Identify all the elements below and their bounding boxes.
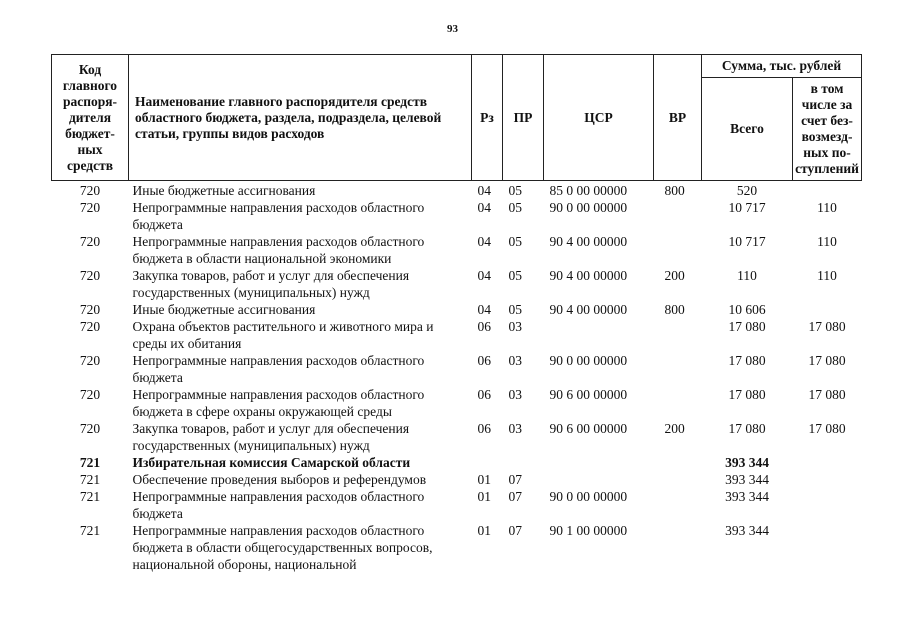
cell-rz: 01: [477, 489, 491, 504]
cell-name: Непрограммные направления расходов областного бюджета в области общегосударственных вопросов, национальной обороны, национальной: [132, 523, 433, 572]
cell-gratis: [793, 471, 862, 488]
cell-name: Избирательная комиссия Самарской области: [132, 455, 411, 470]
cell-pr: 03: [508, 387, 522, 402]
cell-pr: 07: [508, 489, 522, 504]
cell-code: 720: [79, 200, 101, 215]
cell-vr: [654, 386, 702, 420]
table-body: [52, 181, 862, 574]
cell-code: 720: [79, 353, 101, 368]
header-total: Всего: [702, 78, 793, 181]
cell-csr: 90 6 00 00000: [549, 387, 628, 402]
cell-gratis: [793, 181, 862, 200]
cell-code: 720: [79, 387, 101, 402]
cell-total: 10 717: [728, 200, 766, 215]
table-header: [52, 55, 862, 181]
cell-total: 393 344: [725, 472, 769, 487]
cell-csr: [544, 318, 654, 352]
cell-pr: 05: [508, 183, 522, 198]
cell-gratis: 110: [817, 234, 837, 249]
cell-rz: 06: [477, 353, 491, 368]
cell-gratis: 110: [817, 268, 837, 283]
cell-total: 393 344: [725, 523, 769, 538]
cell-code: 721: [79, 455, 101, 470]
cell-name: Непрограммные направления расходов областного бюджета: [132, 489, 425, 521]
header-sum: Сумма, тыс. рублей: [702, 55, 862, 78]
cell-gratis: [793, 301, 862, 318]
cell-pr: 03: [508, 421, 522, 436]
cell-rz: 06: [477, 319, 491, 334]
cell-vr: 200: [664, 268, 685, 283]
cell-total: 17 080: [728, 387, 766, 402]
cell-gratis: [793, 454, 862, 471]
cell-rz: 04: [477, 302, 491, 317]
cell-vr: [654, 199, 702, 233]
cell-vr: 800: [664, 183, 685, 198]
cell-total: 393 344: [725, 489, 769, 504]
cell-gratis: 17 080: [808, 319, 846, 334]
cell-name: Непрограммные направления расходов областного бюджета: [132, 200, 425, 232]
cell-csr: 85 0 00 00000: [549, 183, 628, 198]
cell-gratis: 17 080: [808, 387, 846, 402]
cell-total: 17 080: [728, 353, 766, 368]
table-row: [52, 386, 862, 420]
cell-name: Обеспечение проведения выборов и референдумов: [132, 472, 427, 487]
cell-csr: 90 4 00 00000: [549, 268, 628, 283]
cell-gratis: 17 080: [808, 353, 846, 368]
cell-pr: 05: [508, 234, 522, 249]
budget-table: [51, 54, 862, 573]
cell-csr: 90 0 00 00000: [549, 353, 628, 368]
header-gratis: в том числе за счет без-возмезд-ных по-ступлений: [793, 78, 862, 181]
cell-csr: [544, 454, 654, 471]
cell-rz: 04: [477, 234, 491, 249]
cell-rz: 04: [477, 268, 491, 283]
header-vr: ВР: [654, 55, 702, 181]
cell-csr: 90 1 00 00000: [549, 523, 628, 538]
cell-code: 720: [79, 183, 101, 198]
table-row: [52, 522, 862, 573]
cell-vr: [654, 522, 702, 573]
table-row: [52, 318, 862, 352]
cell-name: Иные бюджетные ассигнования: [132, 302, 316, 317]
table-row: [52, 488, 862, 522]
cell-pr: [503, 454, 544, 471]
cell-vr: [654, 352, 702, 386]
cell-total: 10 717: [728, 234, 766, 249]
cell-csr: 90 0 00 00000: [549, 200, 628, 215]
cell-csr: 90 6 00 00000: [549, 421, 628, 436]
cell-pr: 05: [508, 200, 522, 215]
cell-csr: 90 4 00 00000: [549, 234, 628, 249]
cell-rz: 01: [477, 472, 491, 487]
cell-rz: [472, 454, 503, 471]
header-pr: ПР: [503, 55, 544, 181]
cell-rz: 04: [477, 200, 491, 215]
table-row: [52, 420, 862, 454]
cell-total: 17 080: [728, 421, 766, 436]
cell-gratis: 17 080: [808, 421, 846, 436]
cell-total: 17 080: [728, 319, 766, 334]
cell-rz: 04: [477, 183, 491, 198]
cell-pr: 03: [508, 319, 522, 334]
header-csr: ЦСР: [544, 55, 654, 181]
table-row: [52, 233, 862, 267]
table-row: [52, 352, 862, 386]
cell-pr: 03: [508, 353, 522, 368]
cell-code: 720: [79, 319, 101, 334]
header-rz: Рз: [472, 55, 503, 181]
cell-name: Иные бюджетные ассигнования: [132, 183, 316, 198]
cell-code: 720: [79, 234, 101, 249]
cell-code: 720: [79, 421, 101, 436]
cell-name: Закупка товаров, работ и услуг для обеспечения государственных (муниципальных) нужд: [132, 421, 410, 453]
header-name: Наименование главного распорядителя средств областного бюджета, раздела, подраздела, целевой статьи, группы видов расходов: [129, 55, 472, 181]
cell-vr: 200: [664, 421, 685, 436]
cell-name: Непрограммные направления расходов областного бюджета: [132, 353, 425, 385]
cell-rz: 01: [477, 523, 491, 538]
cell-vr: [654, 471, 702, 488]
cell-total: 520: [736, 183, 758, 198]
cell-vr: [654, 454, 702, 471]
cell-code: 721: [79, 472, 101, 487]
cell-total: 110: [737, 268, 757, 283]
cell-rz: 06: [477, 421, 491, 436]
table-row: [52, 199, 862, 233]
cell-csr: 90 4 00 00000: [549, 302, 628, 317]
cell-code: 720: [79, 268, 101, 283]
cell-name: Охрана объектов растительного и животного мира и среды их обитания: [132, 319, 434, 351]
cell-rz: 06: [477, 387, 491, 402]
cell-total: 10 606: [728, 302, 766, 317]
table-row: [52, 471, 862, 488]
table-row: [52, 301, 862, 318]
cell-pr: 07: [508, 523, 522, 538]
cell-code: 721: [79, 489, 101, 504]
cell-vr: 800: [664, 302, 685, 317]
cell-vr: [654, 233, 702, 267]
cell-code: 721: [79, 523, 101, 538]
cell-total: 393 344: [725, 455, 769, 470]
cell-pr: 05: [508, 268, 522, 283]
table-row: [52, 267, 862, 301]
cell-pr: 05: [508, 302, 522, 317]
cell-gratis: [793, 522, 862, 573]
table-row: [52, 454, 862, 471]
cell-gratis: 110: [817, 200, 837, 215]
cell-vr: [654, 318, 702, 352]
table-row: [52, 181, 862, 200]
cell-name: Закупка товаров, работ и услуг для обеспечения государственных (муниципальных) нужд: [132, 268, 410, 300]
cell-csr: 90 0 00 00000: [549, 489, 628, 504]
page-number: 93: [447, 23, 458, 35]
cell-pr: 07: [508, 472, 522, 487]
cell-code: 720: [79, 302, 101, 317]
cell-vr: [654, 488, 702, 522]
cell-gratis: [793, 488, 862, 522]
header-code: Код главного распоря-дителя бюджет-ных средств: [52, 55, 129, 181]
cell-name: Непрограммные направления расходов областного бюджета в сфере охраны окружающей среды: [132, 387, 425, 419]
cell-name: Непрограммные направления расходов областного бюджета в области национальной экономики: [132, 234, 425, 266]
cell-csr: [544, 471, 654, 488]
